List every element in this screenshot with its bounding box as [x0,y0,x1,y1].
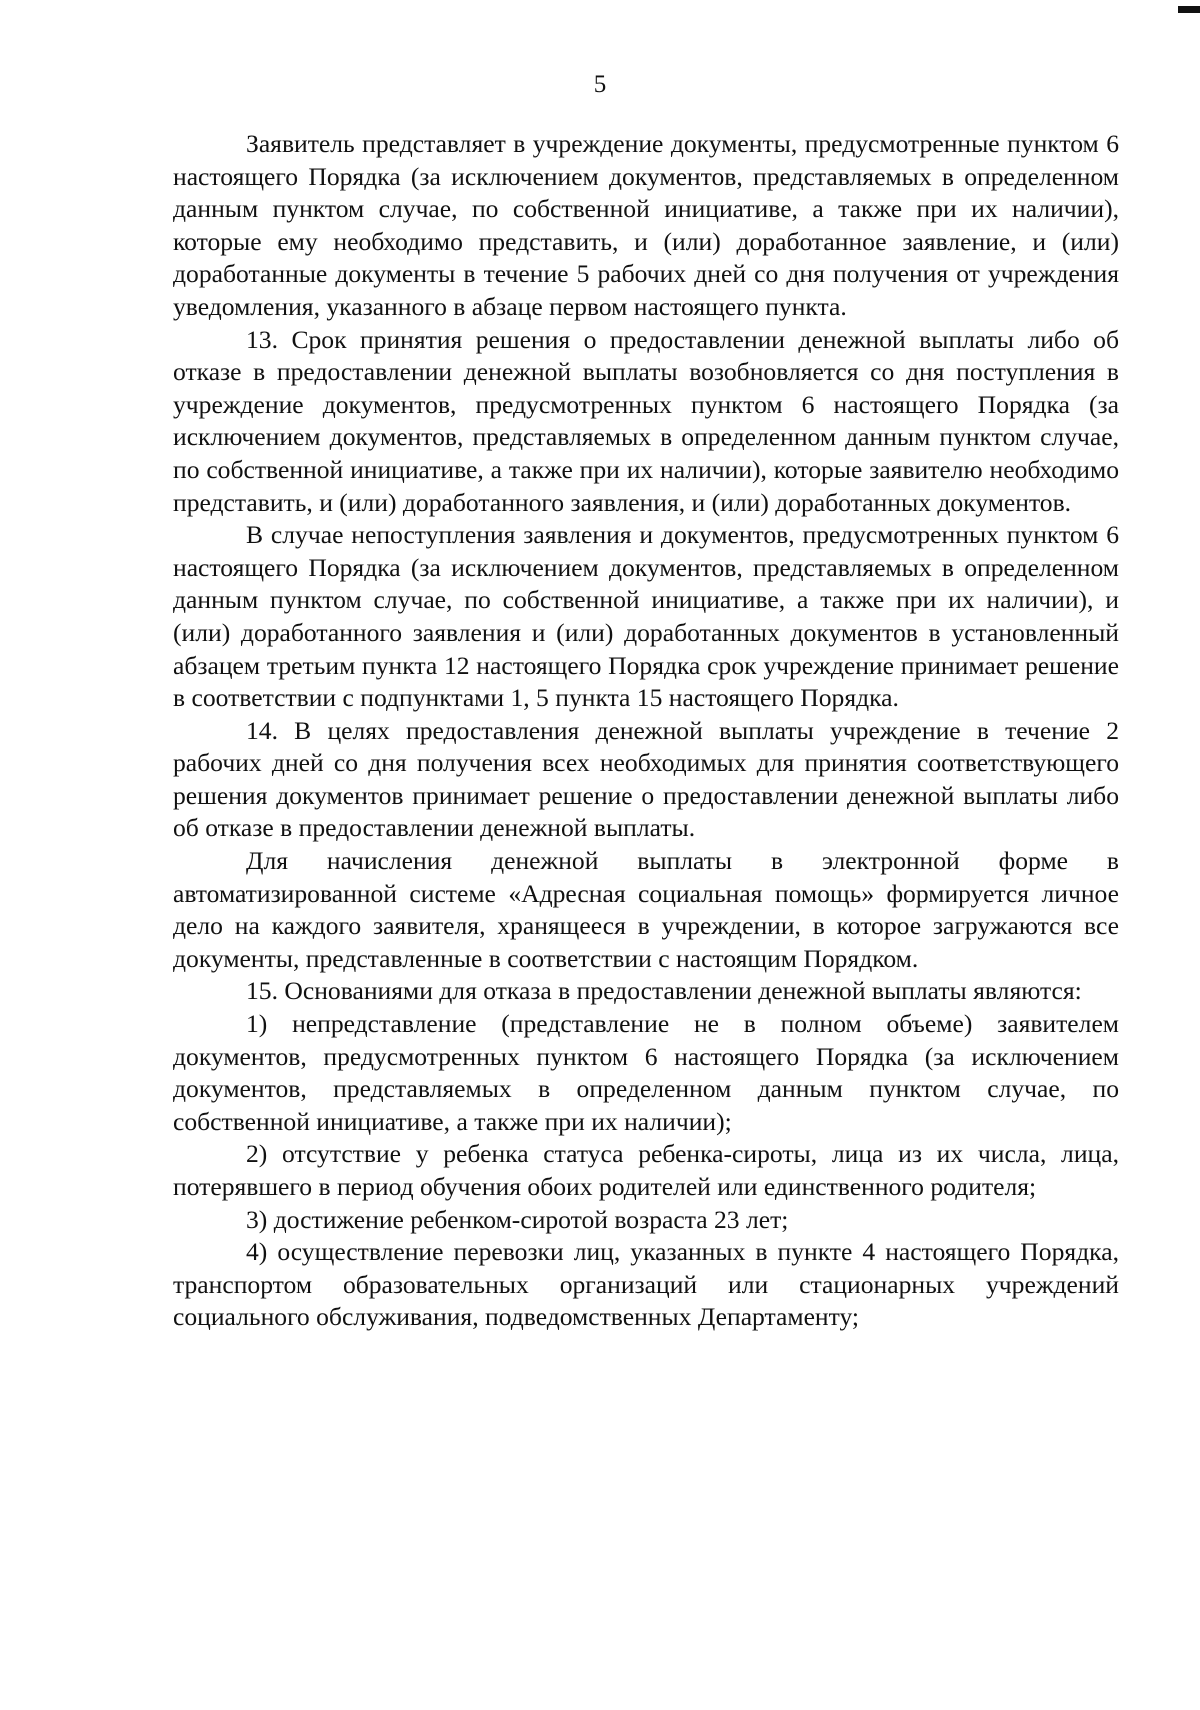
list-item-1: 1) непредставление (представление не в полном объеме) заявителем документов, предусмотренных пунктом 6 настоящего Порядка (за исключением документов, представляемых в определенном данным пунктом случае, по собственной инициативе, а также при их наличии); [173,1009,1119,1136]
paragraph-14-personal-file: Для начисления денежной выплаты в электронной форме в автоматизированной системе «Адресная социальная помощь» формируется личное дело на каждого заявителя, хранящееся в учреждении, в которое загружаются все документы, представленные в соответствии с настоящим Порядком. [173,846,1119,973]
list-item-4: 4) осуществление перевозки лиц, указанных в пункте 4 настоящего Порядка, транспортом образовательных организаций или стационарных учреждений социального обслуживания, подведомственных Департаменту; [173,1237,1119,1332]
paragraph-applicant-submission: Заявитель представляет в учреждение документы, предусмотренные пунктом 6 настоящего Порядка (за исключением документов, представляемых в определенном данным пунктом случае, по собственной инициативе, а также при их наличии), которые ему необходимо представить, и (или) доработанное заявление, и (или) доработанные документы в течение 5 рабочих дней со дня получения от учреждения уведомления, указанного в абзаце первом настоящего пункта. [173,129,1119,321]
list-item-3: 3) достижение ребенком-сиротой возраста 23 лет; [246,1204,789,1234]
paragraph-13-non-receipt: В случае непоступления заявления и документов, предусмотренных пунктом 6 настоящего Порядка (за исключением документов, представляемых в определенном данным пунктом случае, по собственной инициативе, а также при их наличии), и (или) доработанного заявления и (или) доработанных документов в установленный абзацем третьим пункта 12 настоящего Порядка срок учреждение принимает решение в соответствии с подпунктами 1, 5 пункта 15 настоящего Порядка. [173,520,1119,713]
paragraph-14-decision: 14. В целях предоставления денежной выплаты учреждение в течение 2 рабочих дней со дня получения всех необходимых для принятия соответствующего решения документов принимает решение о предоставлении денежной выплаты либо об отказе в предоставлении денежной выплаты. [173,715,1119,843]
scan-corner-mark [1178,6,1200,13]
page-number: 5 [593,71,607,98]
document-body [173,128,1119,1334]
paragraph-13-decision-term: 13. Срок принятия решения о предоставлении денежной выплаты либо об отказе в предоставлении денежной выплаты возобновляется со дня поступления в учреждение документов, предусмотренных пунктом 6 настоящего Порядка (за исключением документов, представляемых в определенном данным пунктом случае, по собственной инициативе, а также при их наличии), которые заявителю необходимо представить, и (или) доработанного заявления, и (или) доработанных документов. [173,324,1119,517]
paragraph-15-refusal-grounds: 15. Основаниями для отказа в предоставлении денежной выплаты являются: [246,976,1082,1006]
list-item-2: 2) отсутствие у ребенка статуса ребенка-сироты, лица из их числа, лица, потерявшего в период обучения обоих родителей или единственного родителя; [173,1139,1119,1201]
